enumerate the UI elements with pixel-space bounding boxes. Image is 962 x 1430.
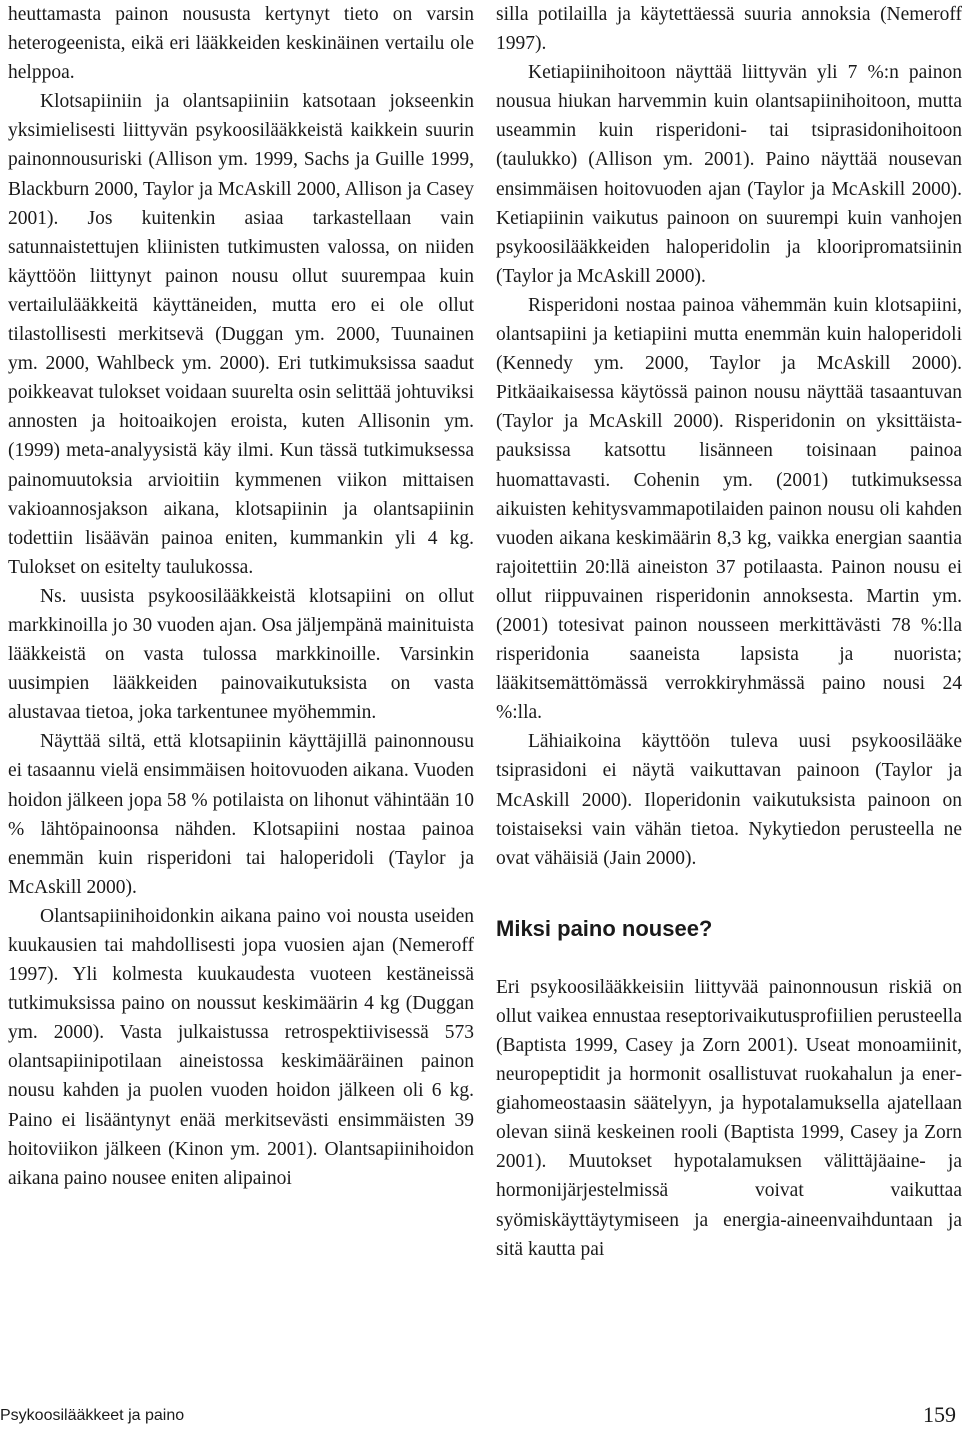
page-number: 159 xyxy=(923,1402,956,1427)
paragraph: Olantsapiinihoidonkin aikana paino voi nousta useiden kuukausien tai mahdollisesti jopa vuosien ajan (Nemeroff 1997). Yli kolmesta kuukaudesta vuoteen kestäneissä tutkimuksissa paino on noussut keskimäärin 4 kg (Duggan ym. 2000). Vasta julkaistussa retrospektiivisessä 573 olantsapiinipotilaan aineistossa keskimääräinen painon nousu kahden ja puolen vuoden hoidon jälkeen oli 6 kg. Paino ei lisääntynyt enää merkitsevästi ensimmäisten 39 hoitoviikon jälkeen (Kinon ym. 2001). Olantsapiinihoidon aikana paino nousee eniten alipainoi xyxy=(8,905,474,1189)
running-footer-title: Psykoosilääkkeet ja paino xyxy=(0,1407,185,1424)
paragraph: Ns. uusista psykoosilääkkeistä klotsapiini on ollut markkinoilla jo 30 vuoden ajan. Osa jäljempänä mainituista lääkkeistä on vasta tulossa markkinoille. Varsinkin uusimpien lääkkeiden painovaikutuksista on vasta alustavaa tietoa, joka tarkentunee myöhemmin. xyxy=(8,585,474,724)
paragraph: Lähiaikoina käyttöön tuleva uusi psykoosilääke tsiprasidoni ei näytä vaikuttavan painoon (Taylor ja McAskill 2000). Iloperidonin vaikutuksista painoon on toistaiseksi vain vähän tietoa. Nykytiedon perusteella ne ovat vähäisiä (Jain 2000). xyxy=(496,731,962,869)
paragraph: Klotsapiiniin ja olantsapiiniin katsotaan jokseenkin yksimielisesti liittyvän psykoosilääkkeistä kaikkein suurin painonnousuriski (Allison ym. 1999, Sachs ja Guille 1999, Blackburn 2000, Taylor ja McAskill 2000, Allison ja Casey 2001). Jos kuitenkin asiaa tarkastellaan vain satunnaistettujen kliinisten tutkimusten valossa, on niiden käyttöön liittynyt painon nousu ollut suurempaa kuin vertailulääkkeitä käyttäneiden, mutta ero ei ole ollut tilastollisesti merkitsevä (Duggan ym. 2000, Tuunainen ym. 2000, Wahlbeck ym. 2000). Eri tutkimuksissa saadut poikkeavat tulokset voidaan suurelta osin selittää johtuviksi annosten ja hoitoaikojen eroista, kuten Allisonin ym. (1999) meta-analyysistä käy ilmi. Kun tässä tutkimuksessa painomuutoksia arvioitiin kymmenen viikon mittaisen vakioannosjakson aikana, klotsapiinin ja olantsapiinin todettiin lisäävän painoa eniten, kummankin yli 4 kg. Tulokset on esitelty taulukossa. xyxy=(8,91,474,578)
paragraph: Eri psykoosilääkkeisiin liittyvää painonnousun riskiä on ollut vaikea ennustaa reseptorivaikutusprofiilien perusteella (Baptista 1999, Casey ja Zorn 2001). Useat monoamiinit, neuropeptidit ja hormonit osallistuvat ruokahalun ja energiahomeostaasin säätelyyn, ja hypotalamuksella ajatellaan olevan siinä keskeinen rooli (Baptista 1999, Casey ja Zorn 2001). Muutokset hypotalamuksen välittäjäaine- ja hormonijärjestelmissä voivat vaikuttaa syömiskäyttäytymiseen ja energia-aineenvaihduntaan ja sitä kautta pai xyxy=(496,976,962,1260)
page-footer xyxy=(0,1402,960,1430)
left-column xyxy=(8,0,474,1193)
paragraph: Ketiapiinihoitoon näyttää liittyvän yli 7 %:n painon nousua hiukan harvemmin kuin olantsapiinihoitoon, mutta useammin kuin risperidoni- tai tsiprasidonihoitoon (taulukko) (Allison ym. 2001). Paino näyttää nousevan ensimmäisen hoitovuoden ajan (Taylor ja McAskill 2000). Ketiapiinin vaikutus painoon on suurempi kuin vanhojen psykoosilääkkeiden haloperidolin ja klooripromatsiinin (Taylor ja McAskill 2000). xyxy=(496,62,962,287)
paragraph: Näyttää siltä, että klotsapiinin käyttäjillä painonnousu ei tasaannu vielä ensimmäisen hoitovuoden aikana. Vuoden hoidon jälkeen jopa 58 % potilaista on lihonut vähintään 10 % lähtöpainoonsa nähden. Klotsapiini nostaa painoa enemmän kuin risperidoni tai haloperidoli (Taylor ja McAskill 2000). xyxy=(8,731,474,898)
paragraph: Risperidoni nostaa painoa vähemmän kuin klotsapiini, olantsapiini ja ketiapiini mutta enemmän kuin haloperidoli (Kennedy ym. 2000, Taylor ja McAskill 2000). Pitkäaikaisessa käytössä painon nousu näyttää tasaantuvan (Taylor ja McAskill 2000). Risperidonin on yksittäistapauksissa katsottu lisänneen toisinaan painoa huomattavasti. Cohenin ym. (2001) tutkimuksessa aikuisten kehitysvammapotilaiden painon nousu oli kahden vuoden aikana keskimäärin 8,3 kg, vaikka energian saantia rajoitettiin 20:llä aineiston 37 potilaasta. Painon nousu ei ollut riippuvainen risperidonin annoksesta. Martin ym. (2001) totesivat painon nousseen merkittävästi 78 %:lla risperidonia saaneista lapsista ja nuorista; lääkitsemättömässä verrokkiryhmässä paino nousi 24 %:lla. xyxy=(496,294,962,724)
right-column xyxy=(496,0,962,1264)
paragraph: silla potilailla ja käytettäessä suuria annoksia (Nemeroff 1997). xyxy=(496,4,962,55)
paragraph: heuttamasta painon noususta kertynyt tieto on varsin heterogeenista, eikä eri lääkkeiden keskinäinen vertailu ole helppoa. xyxy=(8,4,474,84)
section-heading: Miksi paino nousee? xyxy=(496,915,713,941)
